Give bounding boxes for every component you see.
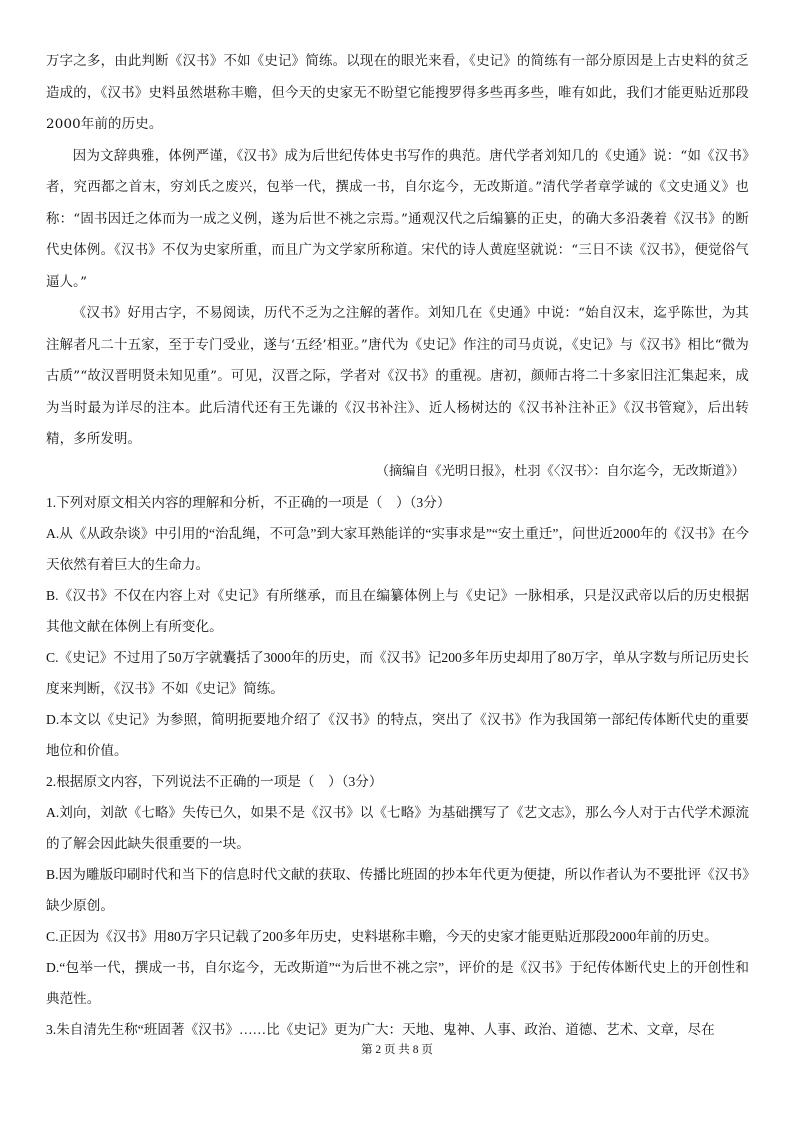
question-2-option-c: C.正因为《汉书》用80万字只记载了200多年历史，史料堪称丰赡，今天的史家才能更贴近那段2000年前的历史。 bbox=[46, 929, 718, 944]
passage-paragraph-3: 《汉书》好用古字，不易阅读，历代不乏为之注解的著作。刘知几在《史通》中说：“始自汉末，迄乎陈世，为其注解者凡二十五家，至于专门受业，遂与‘五经’相亚。”唐代为《史记》作注的司马贞说，《史记》与《汉书》相比“微为古质”“故汉晋明贤未知见重”。可见，汉晋之际，学者对《汉书》的重视。唐初，颜师古将二十多家旧注汇集起来，成为当时最为详尽的注本。此后清代还有王先谦的《汉书补注》、近人杨树达的《汉书补注补正》《汉书管窥》，后出转精，多所发明。 bbox=[46, 306, 749, 447]
question-2-option-d: D.“包举一代，撰成一书，自尔迄今，无改斯道”“为后世不祧之宗”，评价的是《汉书》于纪传体断代史上的开创性和典范性。 bbox=[46, 960, 749, 1006]
page-content bbox=[46, 46, 749, 1045]
question-1-option-d: D.本文以《史记》为参照，简明扼要地介绍了《汉书》的特点，突出了《汉书》作为我国第一部纪传体断代史的重要地位和价值。 bbox=[46, 712, 749, 758]
question-1-stem: 1.下列对原文相关内容的理解和分析，不正确的一项是（ ）（3分） bbox=[46, 495, 451, 510]
question-3-stem: 3.朱自清先生称“班固著《汉书》……比《史记》更为广大：天地、鬼神、人事、政治、道德、艺术、文章，尽在 bbox=[46, 1022, 715, 1037]
question-1-option-c: C.《史记》不过用了50万字就囊括了3000年的历史，而《汉书》记200多年历史却用了80万字，单从字数与所记历史长度来判断，《汉书》不如《史记》简练。 bbox=[46, 650, 749, 696]
page-number-footer: 第 2 页 共 8 页 bbox=[361, 1044, 433, 1056]
question-2-option-b: B.因为雕版印刷时代和当下的信息时代文献的获取、传播比班固的抄本年代更为便捷，所以作者认为不要批评《汉书》缺少原创。 bbox=[46, 867, 749, 913]
question-1-option-a: A.从《从政杂谈》中引用的“治乱绳，不可急”到大家耳熟能详的“实事求是”“安土重迁”，问世近2000年的《汉书》在今天依然有着巨大的生命力。 bbox=[46, 526, 749, 572]
question-2-option-a: A.刘向，刘歆《七略》失传已久，如果不是《汉书》以《七略》为基础撰写了《艺文志》，那么今人对于古代学术源流的了解会因此缺失很重要的一块。 bbox=[46, 805, 749, 851]
passage-paragraph-1-continued: 万字之多，由此判断《汉书》不如《史记》简练。以现在的眼光来看，《史记》的简练有一部分原因是上古史料的贫乏造成的，《汉书》史料虽然堪称丰赡，但今天的史家无不盼望它能搜罗得多些再多些，唯有如此，我们才能更贴近那段2000年前的历史。 bbox=[46, 54, 749, 132]
passage-source: （摘编自《光明日报》，杜羽《〈汉书〉：自尔迄今，无改斯道》） bbox=[375, 463, 745, 479]
question-2-stem: 2.根据原文内容，下列说法不正确的一项是（ ）（3分） bbox=[46, 774, 383, 789]
question-1-option-b: B.《汉书》不仅在内容上对《史记》有所继承，而且在编纂体例上与《史记》一脉相承，只是汉武帝以后的历史根据其他文献在体例上有所变化。 bbox=[46, 588, 749, 634]
passage-paragraph-2: 因为文辞典雅，体例严谨，《汉书》成为后世纪传体史书写作的典范。唐代学者刘知几的《史通》说：“如《汉书》者，究西都之首末，穷刘氏之废兴，包举一代，撰成一书，自尔迄今，无改斯道。”清代学者章学诚的《文史通义》也称：“固书因迁之体而为一成之义例，遂为后世不祧之宗焉。”通观汉代之后编纂的正史，的确大多沿袭着《汉书》的断代史体例。《汉书》不仅为史家所重，而且广为文学家所称道。宋代的诗人黄庭坚就说：“三日不读《汉书》，便觉俗气逼人。” bbox=[46, 148, 749, 290]
